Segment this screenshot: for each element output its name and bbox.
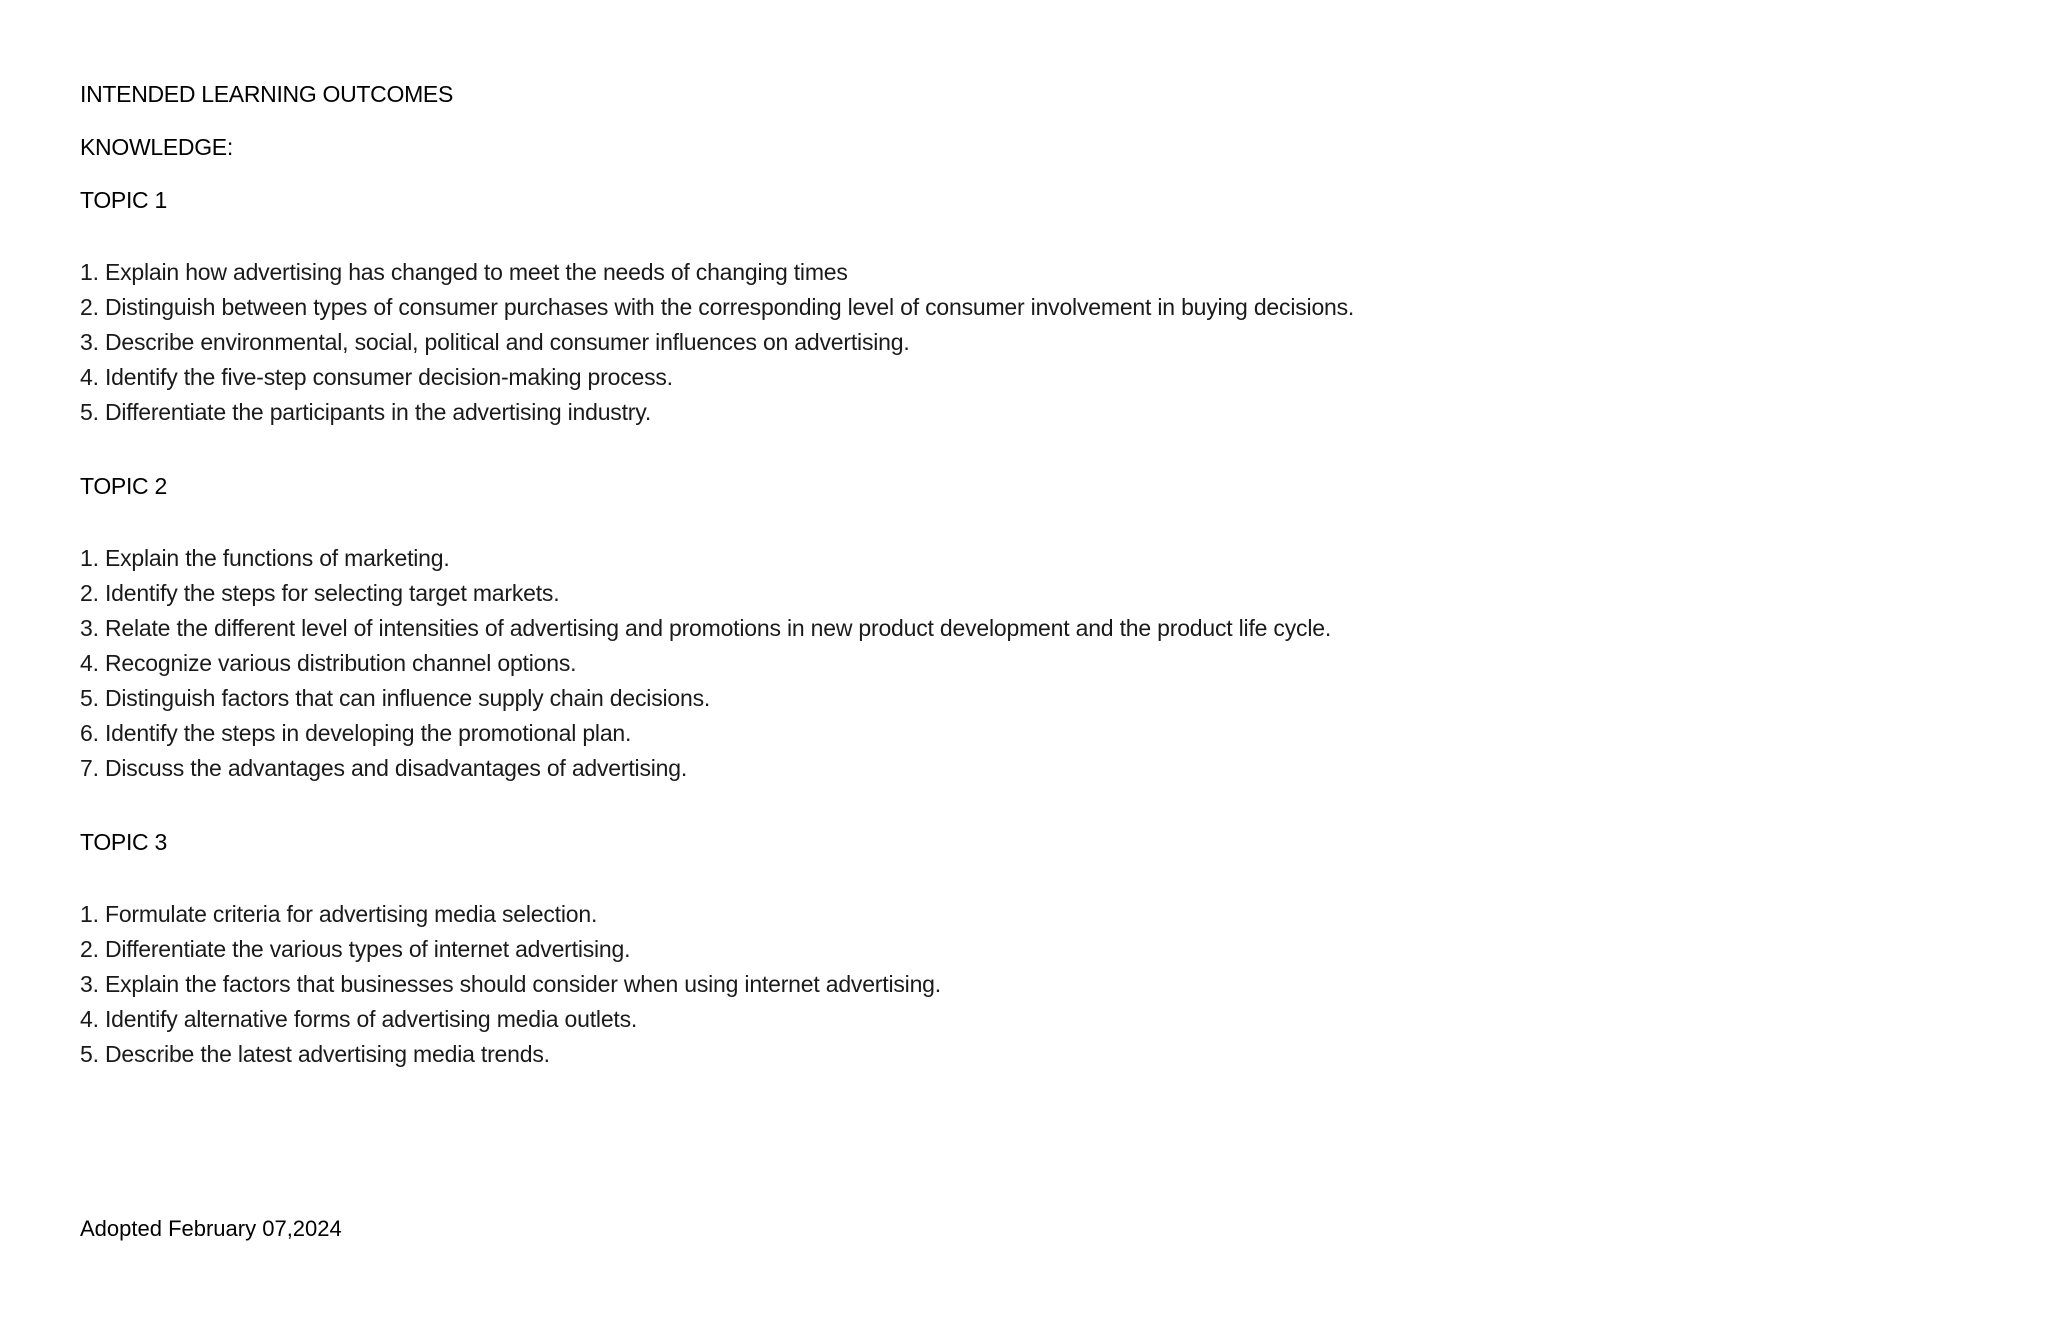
outcome-item: 1. Formulate criteria for advertising media selection. [80, 901, 598, 927]
topic-section-1 [80, 186, 1980, 430]
outcome-item: 5. Distinguish factors that can influence supply chain decisions. [80, 685, 711, 711]
topic-section-2 [80, 472, 1980, 786]
topic-section-3 [80, 828, 1980, 1072]
outcome-item: 3. Explain the factors that businesses should consider when using internet advertising. [80, 971, 941, 997]
outcome-item: 6. Identify the steps in developing the promotional plan. [80, 720, 632, 746]
adoption-date-note: Adopted February 07,2024 [80, 1216, 342, 1241]
outcome-list [80, 255, 1980, 430]
outcome-item: 7. Discuss the advantages and disadvantages of advertising. [80, 755, 688, 781]
outcome-list [80, 897, 1980, 1072]
section-label-knowledge: KNOWLEDGE: [80, 134, 233, 160]
outcome-item: 5. Describe the latest advertising media trends. [80, 1041, 550, 1067]
outcome-item: 2. Differentiate the various types of internet advertising. [80, 936, 631, 962]
outcome-item: 4. Recognize various distribution channel options. [80, 650, 577, 676]
outcome-item: 4. Identify alternative forms of advertising media outlets. [80, 1006, 638, 1032]
outcome-item: 2. Distinguish between types of consumer purchases with the corresponding level of consumer involvement in buying decisions. [80, 294, 1355, 320]
outcome-list [80, 541, 1980, 786]
outcome-item: 4. Identify the five-step consumer decision-making process. [80, 364, 673, 390]
topic-heading: TOPIC 1 [80, 187, 167, 213]
topic-heading: TOPIC 2 [80, 473, 167, 499]
outcome-item: 3. Describe environmental, social, political and consumer influences on advertising. [80, 329, 910, 355]
outcome-item: 3. Relate the different level of intensities of advertising and promotions in new product development and the product life cycle. [80, 615, 1332, 641]
outcome-item: 5. Differentiate the participants in the advertising industry. [80, 399, 652, 425]
outcome-item: 1. Explain how advertising has changed to meet the needs of changing times [80, 259, 848, 285]
outcome-item: 2. Identify the steps for selecting target markets. [80, 580, 560, 606]
outcome-item: 1. Explain the functions of marketing. [80, 545, 450, 571]
topic-heading: TOPIC 3 [80, 829, 167, 855]
document-title: INTENDED LEARNING OUTCOMES [80, 81, 454, 107]
document-page [80, 80, 1980, 1114]
